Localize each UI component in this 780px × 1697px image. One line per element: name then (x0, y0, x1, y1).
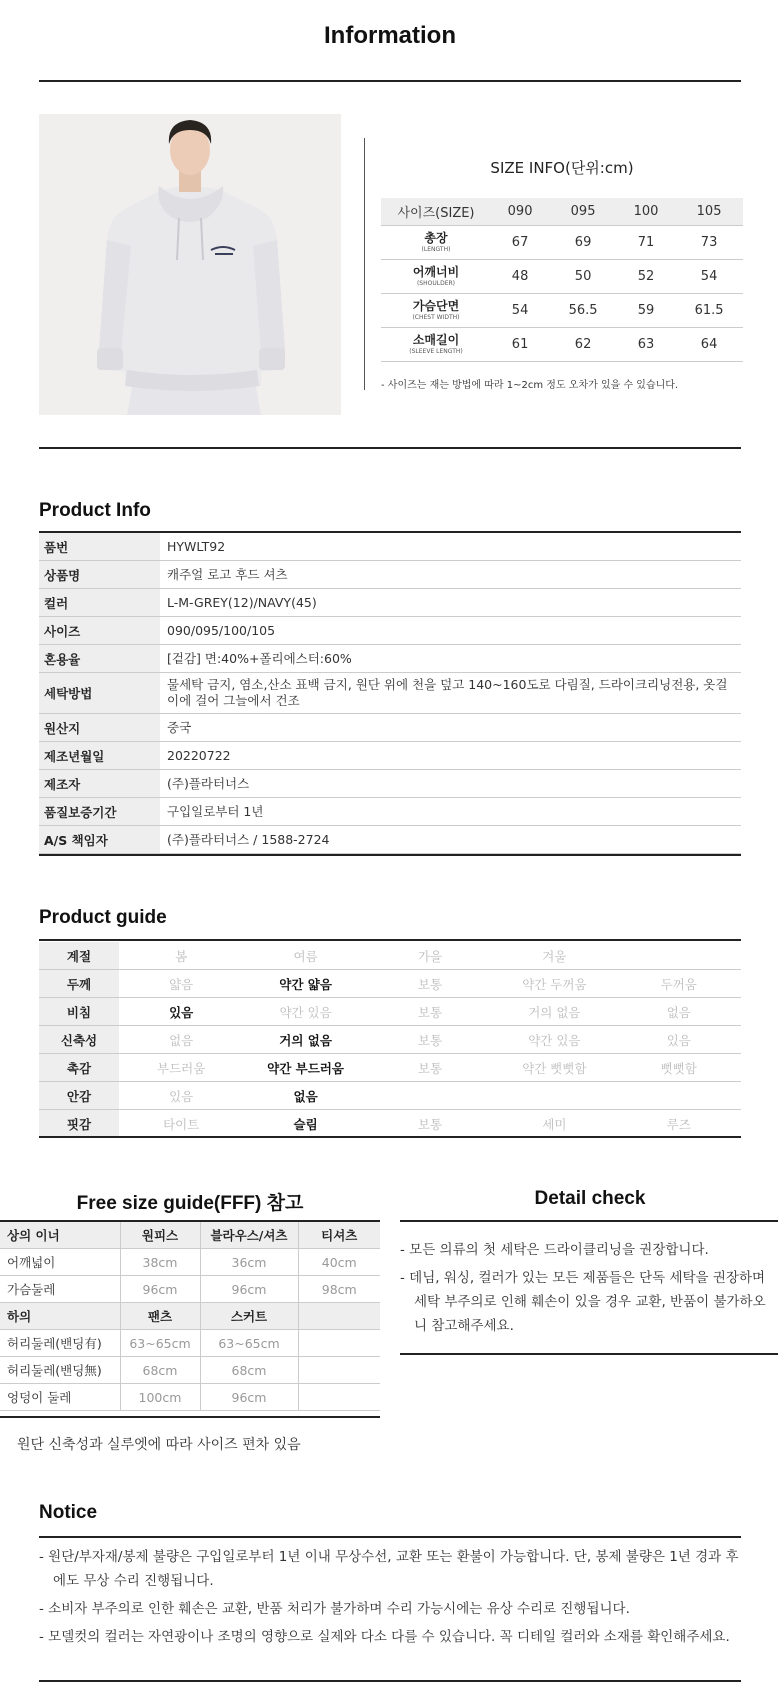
size-cell: 팬츠 (120, 1303, 200, 1330)
info-key: 제조자 (39, 770, 160, 798)
size-value: 71 (617, 226, 675, 260)
info-value: 20220722 (160, 742, 741, 770)
size-value: 50 (549, 260, 617, 294)
info-key: 원산지 (39, 714, 160, 742)
table-row (39, 1054, 741, 1082)
size-value: 67 (491, 226, 549, 260)
size-value: 63 (617, 328, 675, 362)
table-row (39, 942, 741, 970)
size-value: 54 (491, 294, 549, 328)
divider (39, 80, 741, 82)
size-measure: 하의 (0, 1303, 120, 1330)
notice-title: Notice (39, 1502, 98, 1523)
guide-option: 거의 없음 (492, 998, 616, 1026)
guide-option: 약간 뻣뻣함 (492, 1054, 616, 1082)
size-row-label (381, 226, 491, 260)
guide-option: 여름 (243, 942, 367, 970)
size-row-label (381, 260, 491, 294)
guide-option (617, 1082, 741, 1110)
guide-option: 보통 (368, 1054, 492, 1082)
info-value: HYWLT92 (160, 533, 741, 561)
measure-name: 어깨너비 (412, 265, 460, 279)
info-value: (주)플라터너스 / 1588-2724 (160, 826, 741, 854)
guide-option: 약간 있음 (243, 998, 367, 1026)
table-row (0, 1276, 380, 1303)
table-row (39, 798, 741, 826)
info-value: 캐주얼 로고 후드 셔츠 (160, 561, 741, 589)
table-row (39, 1026, 741, 1054)
info-value: 구입일로부터 1년 (160, 798, 741, 826)
size-cell: 티셔츠 (298, 1222, 380, 1249)
guide-option: 약간 부드러움 (243, 1054, 367, 1082)
divider (39, 854, 741, 856)
table-row (0, 1384, 380, 1411)
size-value: 62 (549, 328, 617, 362)
product-info-table (39, 533, 741, 854)
page-title: Information (324, 22, 456, 49)
size-row-label (381, 328, 491, 362)
model-illustration (39, 114, 341, 415)
size-col: 095 (549, 198, 617, 226)
measure-name: 소매길이 (412, 333, 460, 347)
info-key: 품번 (39, 533, 160, 561)
divider (39, 1536, 741, 1538)
size-cell (298, 1357, 380, 1384)
size-cell (298, 1330, 380, 1357)
guide-key: 계절 (39, 942, 119, 970)
info-key: 제조년월일 (39, 742, 160, 770)
guide-option: 두꺼움 (617, 970, 741, 998)
size-row (381, 294, 743, 328)
size-measure: 어깨넓이 (0, 1249, 120, 1276)
guide-option: 없음 (243, 1082, 367, 1110)
size-value: 54 (675, 260, 743, 294)
divider (39, 1680, 741, 1682)
guide-option: 없음 (119, 1026, 243, 1054)
table-row (0, 1303, 380, 1330)
guide-key: 두께 (39, 970, 119, 998)
guide-option: 슬림 (243, 1110, 367, 1138)
size-value: 64 (675, 328, 743, 362)
divider (400, 1220, 778, 1222)
vertical-divider (364, 138, 365, 390)
size-value: 69 (549, 226, 617, 260)
guide-key: 신축성 (39, 1026, 119, 1054)
table-row (39, 673, 741, 714)
size-cell (298, 1384, 380, 1411)
size-row-label (381, 294, 491, 328)
size-cell: 63~65cm (200, 1330, 298, 1357)
product-info-title: Product Info (39, 500, 151, 521)
guide-option: 있음 (617, 1026, 741, 1054)
divider (39, 447, 741, 449)
size-value: 52 (617, 260, 675, 294)
info-value: (주)플라터너스 (160, 770, 741, 798)
size-value: 73 (675, 226, 743, 260)
size-cell: 36cm (200, 1249, 298, 1276)
measure-en: (CHEST WIDTH) (412, 314, 460, 321)
guide-option: 세미 (492, 1110, 616, 1138)
guide-option (492, 1082, 616, 1110)
measure-en: (SHOULDER) (416, 280, 456, 287)
size-cell: 100cm (120, 1384, 200, 1411)
guide-option: 가을 (368, 942, 492, 970)
size-cell: 블라우스/셔츠 (200, 1222, 298, 1249)
table-row (39, 589, 741, 617)
table-row (39, 770, 741, 798)
size-cell: 68cm (120, 1357, 200, 1384)
guide-option: 부드러움 (119, 1054, 243, 1082)
divider (39, 939, 741, 941)
size-cell: 68cm (200, 1357, 298, 1384)
table-row (39, 1110, 741, 1138)
guide-option: 약간 얇음 (243, 970, 367, 998)
size-cell: 98cm (298, 1276, 380, 1303)
size-value: 48 (491, 260, 549, 294)
detail-check-list (400, 1238, 778, 1342)
size-value: 61.5 (675, 294, 743, 328)
info-key: A/S 책임자 (39, 826, 160, 854)
guide-option: 얇음 (119, 970, 243, 998)
guide-option: 보통 (368, 998, 492, 1026)
free-size-title: Free size guide(FFF) 참고 (76, 1193, 304, 1214)
guide-key: 안감 (39, 1082, 119, 1110)
size-table-header (381, 198, 743, 226)
size-cell: 40cm (298, 1249, 380, 1276)
info-value: 중국 (160, 714, 741, 742)
table-row (39, 533, 741, 561)
table-row (39, 714, 741, 742)
guide-option: 있음 (119, 1082, 243, 1110)
size-cell: 96cm (200, 1276, 298, 1303)
table-row (39, 742, 741, 770)
info-value: 물세탁 금지, 염소,산소 표백 금지, 원단 위에 천을 덮고 140~160도로 다림질, 드라이크리닝전용, 옷걸이에 걸어 그늘에서 건조 (160, 673, 741, 714)
size-cell (298, 1303, 380, 1330)
size-cell: 스커트 (200, 1303, 298, 1330)
measure-en: (LENGTH) (421, 246, 451, 253)
size-cell: 96cm (120, 1276, 200, 1303)
free-size-note: 원단 신축성과 실루엣에 따라 사이즈 편차 있음 (17, 1437, 301, 1453)
divider (400, 1353, 778, 1355)
list-item: - 소비자 부주의로 인한 훼손은 교환, 반품 처리가 불가하며 수리 가능시에는 유상 수리로 진행됩니다. (39, 1601, 630, 1617)
list-item: - 모든 의류의 첫 세탁은 드라이클리닝을 권장합니다. (400, 1242, 709, 1258)
guide-option: 보통 (368, 1026, 492, 1054)
info-key: 혼용율 (39, 645, 160, 673)
table-row (39, 826, 741, 854)
size-cell: 63~65cm (120, 1330, 200, 1357)
info-value: [겉감] 면:40%+폴리에스터:60% (160, 645, 741, 673)
table-row (39, 1082, 741, 1110)
guide-option: 루즈 (617, 1110, 741, 1138)
size-measure: 상의 이너 (0, 1222, 120, 1249)
model-photo (39, 114, 341, 415)
divider (0, 1416, 380, 1418)
info-key: 세탁방법 (39, 673, 160, 714)
guide-option: 겨울 (492, 942, 616, 970)
measure-en: (SLEEVE LENGTH) (409, 348, 463, 355)
table-row (39, 617, 741, 645)
info-value: L-M-GREY(12)/NAVY(45) (160, 589, 741, 617)
list-item: - 모델컷의 컬러는 자연광이나 조명의 영향으로 실제와 다소 다를 수 있습니다. 꼭 디테일 컬러와 소재를 확인해주세요. (39, 1629, 730, 1645)
table-row (39, 645, 741, 673)
guide-option: 있음 (119, 998, 243, 1026)
guide-option: 뻣뻣함 (617, 1054, 741, 1082)
info-key: 상품명 (39, 561, 160, 589)
table-row (39, 561, 741, 589)
size-value: 56.5 (549, 294, 617, 328)
table-row (0, 1357, 380, 1384)
measure-name: 총장 (424, 231, 448, 245)
size-header-label: 사이즈(SIZE) (381, 198, 491, 226)
size-measure: 허리둘레(밴딩無) (0, 1357, 120, 1384)
product-guide-title: Product guide (39, 907, 167, 928)
guide-key: 비침 (39, 998, 119, 1026)
size-measure: 가슴둘레 (0, 1276, 120, 1303)
size-row (381, 260, 743, 294)
size-cell: 원피스 (120, 1222, 200, 1249)
list-item: - 원단/부자재/봉제 불량은 구입일로부터 1년 이내 무상수선, 교환 또는 환불이 가능합니다. 단, 봉제 불량은 1년 경과 후에도 무상 수리 진행됩니다. (39, 1549, 739, 1589)
info-value: 090/095/100/105 (160, 617, 741, 645)
table-row (39, 998, 741, 1026)
table-row (0, 1222, 380, 1249)
guide-option: 봄 (119, 942, 243, 970)
measure-name: 가슴단면 (412, 299, 460, 313)
guide-key: 핏감 (39, 1110, 119, 1138)
size-value: 61 (491, 328, 549, 362)
guide-option: 보통 (368, 970, 492, 998)
size-cell: 38cm (120, 1249, 200, 1276)
guide-option (368, 1082, 492, 1110)
guide-option: 약간 두꺼움 (492, 970, 616, 998)
guide-option: 보통 (368, 1110, 492, 1138)
size-value: 59 (617, 294, 675, 328)
guide-option: 거의 없음 (243, 1026, 367, 1054)
table-row (0, 1249, 380, 1276)
guide-option: 없음 (617, 998, 741, 1026)
divider (39, 1136, 741, 1138)
size-measure: 엉덩이 둘레 (0, 1384, 120, 1411)
size-measure: 허리둘레(밴딩有) (0, 1330, 120, 1357)
table-row (0, 1330, 380, 1357)
size-col: 100 (617, 198, 675, 226)
size-note: - 사이즈는 재는 방법에 따라 1~2cm 정도 오차가 있을 수 있습니다. (381, 380, 679, 391)
notice-list (39, 1545, 741, 1653)
info-key: 컬러 (39, 589, 160, 617)
size-cell: 96cm (200, 1384, 298, 1411)
product-guide-table (39, 942, 741, 1138)
guide-option: 약간 있음 (492, 1026, 616, 1054)
free-size-table (0, 1222, 380, 1411)
guide-option: 타이트 (119, 1110, 243, 1138)
guide-key: 촉감 (39, 1054, 119, 1082)
info-key: 사이즈 (39, 617, 160, 645)
size-col: 105 (675, 198, 743, 226)
size-row (381, 226, 743, 260)
size-info-title: SIZE INFO(단위:cm) (490, 159, 634, 177)
size-table (381, 198, 743, 362)
table-row (39, 970, 741, 998)
detail-check-title: Detail check (534, 1188, 646, 1209)
info-key: 품질보증기간 (39, 798, 160, 826)
list-item: - 데님, 워싱, 컬러가 있는 모든 제품들은 단독 세탁을 권장하며 세탁 부주의로 인해 훼손이 있을 경우 교환, 반품이 불가하오니 참고해주세요. (400, 1270, 766, 1334)
guide-option (617, 942, 741, 970)
size-row (381, 328, 743, 362)
size-col: 090 (491, 198, 549, 226)
